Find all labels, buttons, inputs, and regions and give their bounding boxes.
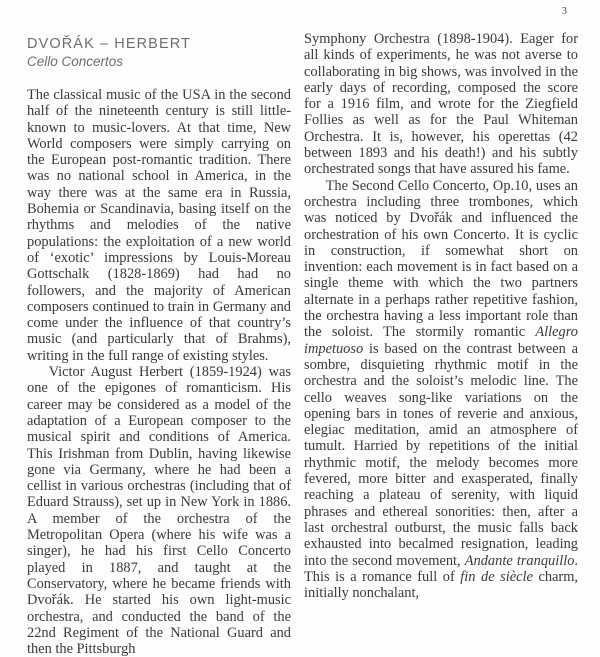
italic-phrase: Allegro impetuoso [304, 324, 578, 357]
page-number: 3 [561, 6, 567, 17]
right-column [304, 31, 578, 601]
right-column-text [304, 31, 578, 601]
paragraph [304, 31, 578, 178]
italic-phrase: fin de siècle [460, 568, 533, 585]
text-run: Victor August Herbert (1859-1924) was one of the epigones of romanticism. His career may be considered as a model of the adaptation of a European composer to the musical spirit and conditions of America. This Irishman from Dublin, having likewise gone via Germany, where he had been a cellist in various orchestras (including that of Eduard Strauss), set up in New York in 1886. A member of the orchestra of the Metropolitan Opera (where his wife was a singer), he had his first Cello Concerto played in 1887, and taught at the Conservatory, where he became friends with Dvořák. He started his own light-music orchestra, and conducted the band of the 22nd Regiment of the National Guard and then the Pittsburgh [27, 364, 291, 657]
work-subtitle: Cello Concertos [27, 54, 124, 69]
paragraph [27, 87, 291, 364]
italic-phrase: Andante tranquillo [464, 552, 575, 569]
composers-title: DVOŘÁK – HERBERT [27, 36, 191, 52]
paragraph [27, 364, 291, 657]
text-run: The classical music of the USA in the second half of the nineteenth century is still little-known to music-lovers. At that time, New World composers were simply carrying on the European post-romantic tradition. There was no national school in America, in the way there was at the same era in Russia, Bohemia or Scandinavia, basing itself on the rhythms and melodies of the native populations: the exploitation of a new world of ‘exotic’ impressions by Louis-Moreau Gottschalk (1828-1869) had had no followers, and the majority of American composers continued to train in Germany and come under the influence of that country’s music (and particularly that of Brahms), writing in the full range of existing styles. [27, 87, 291, 364]
text-run: . This is a romance full of [304, 552, 579, 585]
paragraph [304, 178, 578, 602]
left-column-text [27, 87, 291, 657]
text-run: is based on the contrast between a sombre, disquieting rhythmic motif in the orchestra and the soloist’s melodic line. The cello weaves song-like variations on the opening bars in tones of reverie and anxious, elegiac meditation, amid an atmosphere of tumult. Harried by repetitions of the initial rhythmic motif, the melody becomes more fevered, more bitter and exasperated, finally reaching a plateau of serenity, with liquid phrases and ethereal sonorities: then, after a last orchestral outburst, the music falls back exhausted into becalmed resignation, leading into the second movement, [304, 340, 578, 569]
left-column [27, 36, 291, 657]
text-run: The Second Cello Concerto, Op.10, uses an orchestra including three trombones, which was noticed by Dvořák and influenced the orchestration of his own Concerto. It is cyclic in construction, if somewhat short on invention: each movement is in fact based on a single theme with which the two partners alternate in a perhaps rather repetitive fashion, the orchestra having a less important role than the soloist. The stormily romantic [304, 177, 578, 341]
text-run: Symphony Orchestra (1898-1904). Eager for all kinds of experiments, he was not averse to collaborating in big shows, was involved in the early days of recording, composed the score for a 1916 film, and wrote for the Ziegfield Follies as well as for the Paul Whiteman Orchestra. It is, however, his operettas (42 between 1893 and his death!) and his subtly orchestrated songs that have assured his fame. [304, 31, 578, 178]
text-run: charm, initially nonchalant, [304, 568, 578, 602]
article-header [27, 36, 291, 70]
